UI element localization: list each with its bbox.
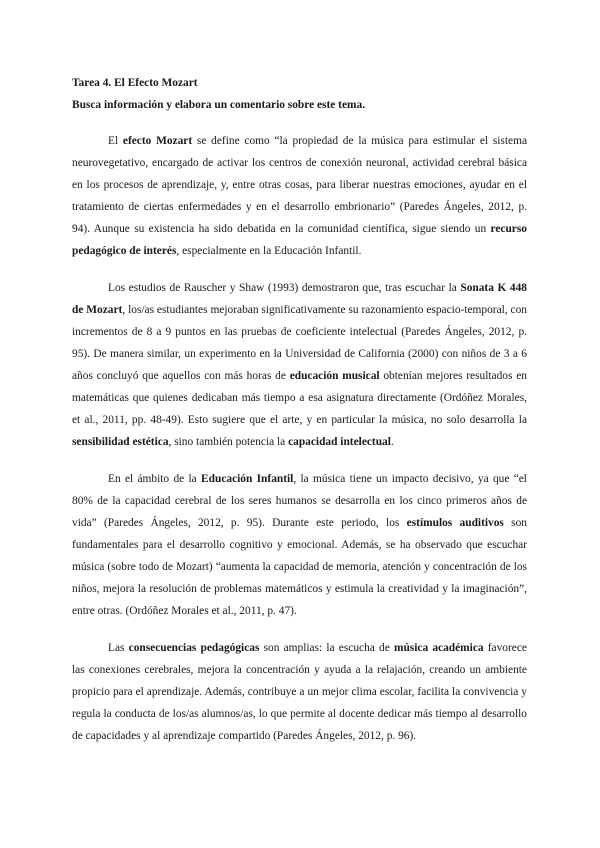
paragraph-list — [72, 130, 527, 747]
text-run: son fundamentales para el desarrollo cognitivo y emocional. Además, se ha observado que escuchar música (sobre todo de Mozart) “aumenta la capacidad de memoria, atención y concentración de los niños, mejora la resolución de problemas matemáticos y estimula la creatividad y la imaginación”, entre otras. (Ordóñez Morales et al., 2011, p. 47). — [72, 517, 527, 617]
text-run: , la música tiene un impacto decisivo, ya que “el 80% de la capacidad cerebral de los seres humanos se desarrolla en los cinco primeros años de vida” (Paredes Ángeles, 2012, p. 95). Durante este periodo, los — [72, 473, 527, 529]
bold-term: efecto Mozart — [122, 135, 193, 147]
body-paragraph — [72, 130, 527, 262]
bold-term: consecuencias pedagógicas — [128, 642, 260, 654]
bold-term: educación musical — [289, 370, 380, 382]
text-run: se define como “la propiedad de la música para estimular el sistema neurovegetativo, encargado de activar los centros de conexión neuronal, actividad cerebral básica en los procesos de aprendizaje, y, entre otras cosas, para liberar nuestras emociones, ayudar en el tratamiento de ciertas enfermedades y en el desarrollo embrionario” (Paredes Ángeles, 2012, p. 94). Aunque su existencia ha sido debatida en la comunidad científica, sigue siendo un — [72, 135, 527, 235]
body-paragraph — [72, 277, 527, 453]
text-run: , sino también potencia la — [168, 436, 289, 448]
bold-term: Sonata K 448 de Mozart — [72, 282, 527, 316]
text-run: Las — [108, 642, 129, 654]
body-paragraph — [72, 468, 527, 622]
bold-term: capacidad intelectual — [288, 436, 391, 448]
bold-term: recurso pedagógico de interés — [72, 223, 527, 257]
text-run: . — [390, 436, 394, 448]
text-run: obtenían mejores resultados en matemáticas que quienes dedicaban más tiempo a esa asignatura directamente (Ordóñez Morales, et al., 2011, pp. 48-49). Esto sugiere que el arte, y en particular la música, no solo desarrolla la — [72, 370, 527, 426]
text-run: son amplias: la escucha de — [259, 642, 394, 654]
bold-term: Educación Infantil — [201, 473, 294, 485]
text-run: Los estudios de Rauscher y Shaw (1993) demostraron que, tras escuchar la — [108, 282, 461, 294]
text-run: , especialmente en la Educación Infantil. — [176, 245, 362, 257]
text-run: favorece las conexiones cerebrales, mejora la concentración y ayuda a la relajación, creando un ambiente propicio para el aprendizaje. Además, contribuye a un mejor clima escolar, facilita la convivencia y regula la conducta de los/as alumnos/as, lo que permite al docente dedicar más tiempo al desarrollo de capacidades y al aprendizaje compartido (Paredes Ángeles, 2012, p. 96). — [72, 642, 527, 742]
bold-term: estímulos auditivos — [406, 517, 504, 529]
text-run: , los/as estudiantes mejoraban significativamente su razonamiento espacio-temporal, con incrementos de 8 a 9 puntos en las pruebas de coeficiente intelectual (Paredes Ángeles, 2012, p. 95). De manera similar, un experimento en la Universidad de California (2000) con niños de 3 a 6 años concluyó que aquellos con más horas de — [72, 304, 527, 382]
text-run: En el ámbito de la — [108, 473, 202, 485]
body-paragraph — [72, 637, 527, 747]
text-run: El — [108, 135, 123, 147]
bold-term: sensibilidad estética — [72, 436, 169, 448]
bold-term: música académica — [393, 642, 484, 654]
document-body — [72, 72, 527, 747]
document-subtitle: Busca información y elabora un comentario sobre este tema. — [72, 99, 366, 111]
document-title: Tarea 4. El Efecto Mozart — [72, 77, 198, 89]
